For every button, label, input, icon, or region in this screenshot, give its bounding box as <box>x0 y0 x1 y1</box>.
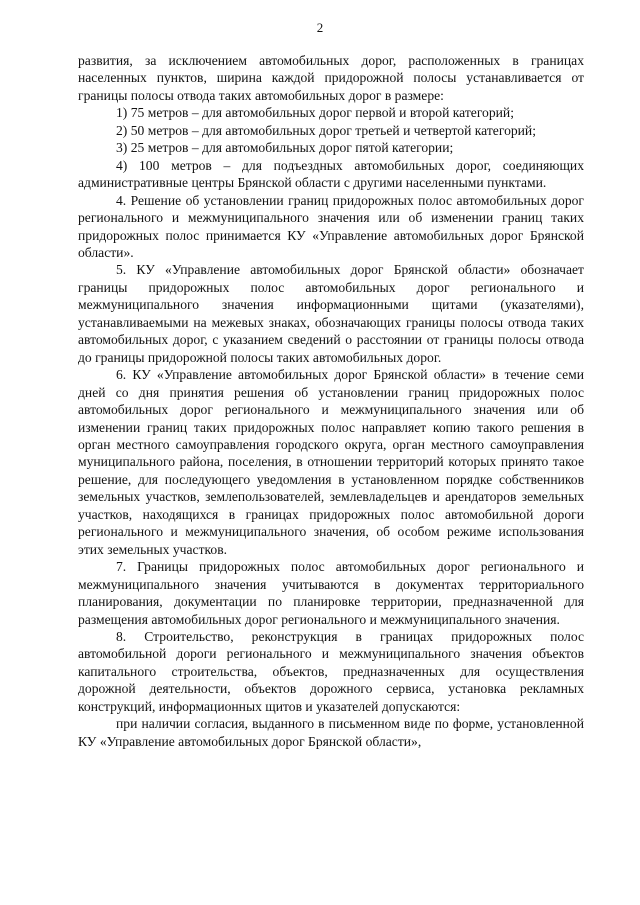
paragraph-8-condition: при наличии согласия, выданного в письменном виде по форме, установленной КУ «Управление автомобильных дорог Брянской области», <box>78 716 584 749</box>
paragraph-5: 5. КУ «Управление автомобильных дорог Брянской области» обозначает границы придорожных полос автомобильных дорог регионального и межмуниципального значения информационными щитами (указателями), устанавливаемыми на межевых знаках, обозначающих границы полосы отвода таких автомобильных дорог, с указанием сведений о расстоянии от границы полосы отвода до границы придорожной полосы таких автомобильных дорог. <box>78 262 584 365</box>
paragraph-8: 8. Строительство, реконструкция в границах придорожных полос автомобильной дороги регионального и межмуниципального значения объектов капитального строительства, объектов, предназначенных для осуществления дорожной деятельности, объектов дорожного сервиса, установка рекламных конструкций, информационных щитов и указателей допускаются: <box>78 628 584 714</box>
paragraph-7: 7. Границы придорожных полос автомобильных дорог регионального и межмуниципального значения учитываются в документах территориального планирования, документации по планировке территории, предназначенной для размещения автомобильных дорог регионального и межмуниципального значения. <box>78 559 584 627</box>
document-body <box>78 52 584 750</box>
paragraph-6: 6. КУ «Управление автомобильных дорог Брянской области» в течение семи дней со дня принятия решения об установлении границ придорожных полос автомобильных дорог регионального и межмуниципального значения или об изменении границ таких придорожных полос направляет копию такого решения в орган местного самоуправления городского округа, орган местного самоуправления муниципального района, поселения, в отношении территорий которых принято такое решение, для последующего уведомления в установленном порядке собственников земельных участков, землепользователей, землевладельцев и арендаторов земельных участков, находящихся в границах придорожных полос автомобильной дороги регионального и межмуниципального значения, об особом режиме использования этих земельных участков. <box>78 367 584 557</box>
page-number: 2 <box>316 20 324 35</box>
list-item-50m: 2) 50 метров – для автомобильных дорог третьей и четвертой категорий; <box>116 122 536 138</box>
list-item-100m: 4) 100 метров – для подъездных автомобильных дорог, соединяющих административные центры Брянской области с другими населенными пунктами. <box>78 157 584 191</box>
paragraph-intro: развития, за исключением автомобильных дорог, расположенных в границах населенных пунктов, ширина каждой придорожной полосы устанавливается от границы полосы отвода таких автомобильных дорог в размере: <box>78 53 584 103</box>
list-item-25m: 3) 25 метров – для автомобильных дорог пятой категории; <box>116 140 454 156</box>
list-item-75m: 1) 75 метров – для автомобильных дорог первой и второй категорий; <box>116 105 514 121</box>
paragraph-4: 4. Решение об установлении границ придорожных полос автомобильных дорог регионального и межмуниципального значения или об изменении границ таких придорожных полос принимается КУ «Управление автомобильных дорог Брянской области». <box>78 192 584 260</box>
